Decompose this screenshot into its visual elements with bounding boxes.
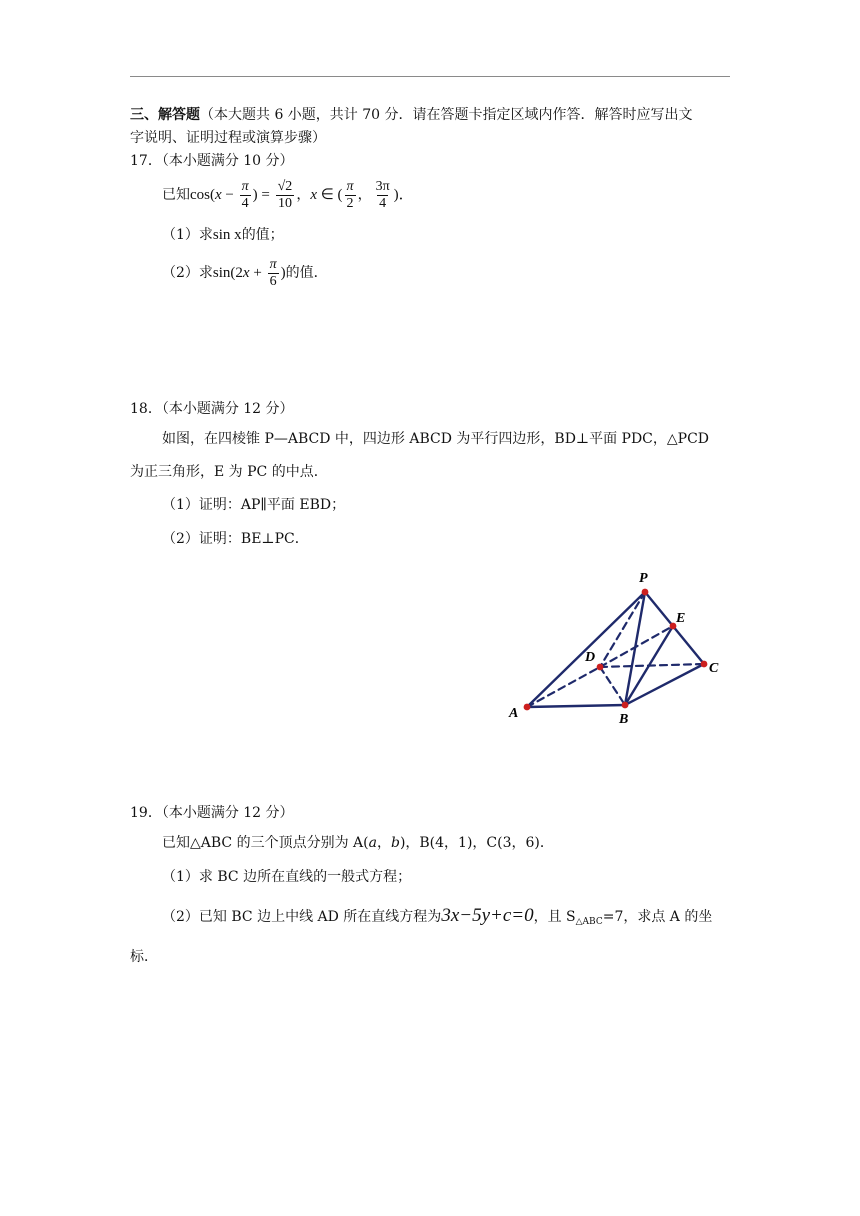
q17-minus: − xyxy=(221,187,238,203)
q19-a: a xyxy=(368,835,377,851)
q19-part2-mid: ，且 S xyxy=(533,909,576,925)
q18-part1: （1）证明：AP∥平面 EBD； xyxy=(162,497,346,513)
q17-comma: ， xyxy=(296,187,311,203)
q17-frac-3pi-4 xyxy=(374,179,392,212)
q19-line1 xyxy=(162,834,554,852)
q17-pi2-den: 2 xyxy=(346,195,354,211)
edge-AB xyxy=(527,705,625,707)
q17-frac-pi-6 xyxy=(268,257,279,290)
q17-part2-x: x xyxy=(242,265,250,281)
q18-header: 18．（本小题满分 12 分） xyxy=(130,401,294,417)
q17-part1-tail: 的值； xyxy=(241,227,284,243)
q17-pi2-num: π xyxy=(346,178,354,194)
q17-in: ∈ ( xyxy=(316,187,343,203)
q17-part2 xyxy=(162,254,328,292)
q17-frac-pi-2 xyxy=(345,179,356,212)
q19-line1-prefix: 已知△ABC 的三个顶点分别为 A( xyxy=(162,835,369,851)
q19-part1: （1）求 BC 边所在直线的一般式方程； xyxy=(162,869,412,885)
q17-given-prefix: 已知 xyxy=(162,187,190,203)
q19-part2-prefix: （2）已知 BC 边上中线 AD 所在直线方程为 xyxy=(162,909,442,925)
q19-sep: ， xyxy=(376,835,391,851)
edge-DE xyxy=(600,626,673,667)
q17-close-eq: ) = xyxy=(252,187,274,203)
q17-3pi-den: 4 xyxy=(379,195,387,211)
q17-end: )． xyxy=(393,187,414,203)
section-intro xyxy=(130,106,693,124)
label-D: D xyxy=(585,650,596,665)
q17-part1-label: （1）求 xyxy=(162,227,213,243)
point-P xyxy=(642,589,649,596)
label-A: A xyxy=(509,706,519,721)
q19-subscript: △ABC xyxy=(575,917,603,927)
q17-part2-tail: 的值． xyxy=(285,265,328,281)
q17-sqrt2: √2 xyxy=(277,178,293,194)
q18-part2: （2）证明：BE⊥PC． xyxy=(162,531,309,547)
point-D xyxy=(597,664,604,671)
point-A xyxy=(524,704,531,711)
q19-part2-suffix: =7，求点 A 的坐 xyxy=(602,909,713,925)
q19-header: 19．（本小题满分 12 分） xyxy=(130,805,294,821)
q19-line1-suffix: )，B(4，1)，C(3，6)． xyxy=(399,835,554,851)
section-intro-line2: 字说明、证明过程或演算步骤） xyxy=(130,130,326,146)
label-E: E xyxy=(676,611,686,626)
q17-frac-den: 4 xyxy=(241,195,249,211)
section-heading: 三、解答题 xyxy=(130,107,200,123)
pyramid-figure xyxy=(500,565,740,730)
q17-x2: x xyxy=(310,187,317,203)
q18-line2: 为正三角形，E 为 PC 的中点． xyxy=(130,464,328,480)
q17-part1 xyxy=(162,226,284,244)
q17-ten: 10 xyxy=(277,195,292,211)
edge-DB xyxy=(600,667,625,705)
q19-part2-cont: 标． xyxy=(130,949,158,965)
point-B xyxy=(622,702,629,709)
q17-frac-pi-4 xyxy=(240,179,251,212)
q19-equation: 3x−5y+c=0 xyxy=(441,905,534,926)
q17-x: x xyxy=(215,187,222,203)
q17-part2-plus: + xyxy=(249,265,266,281)
q17-part2-close: ) xyxy=(280,265,286,281)
q17-comma2: ， xyxy=(357,187,372,203)
q17-3pi-num: 3π xyxy=(375,178,390,194)
edge-DC xyxy=(600,664,704,667)
top-divider xyxy=(130,76,730,77)
q17-pi6-num: π xyxy=(269,256,277,272)
q18-line1: 如图，在四棱锥 P—ABCD 中，四边形 ABCD 为平行四边形，BD⊥平面 PDC，△PCD xyxy=(162,431,710,447)
label-B: B xyxy=(619,712,629,727)
label-C: C xyxy=(709,661,719,676)
q17-part1-expr: sin x xyxy=(212,227,242,243)
q19-b: b xyxy=(390,835,400,851)
q17-frac-sqrt2-10 xyxy=(276,179,295,212)
section-intro-line1: （本大题共 6 小题，共计 70 分．请在答题卡指定区域内作答．解答时应写出文 xyxy=(200,107,693,123)
q17-frac-num: π xyxy=(241,178,249,194)
q17-cos: cos( xyxy=(190,187,215,203)
point-C xyxy=(701,661,708,668)
q17-part2-label: （2）求 xyxy=(162,265,213,281)
label-P: P xyxy=(639,571,648,586)
q19-part2 xyxy=(162,904,712,934)
q17-part2-func: sin(2 xyxy=(212,265,243,281)
q17-pi6-den: 6 xyxy=(269,273,277,289)
q17-given xyxy=(162,176,414,214)
q17-header: 17．（本小题满分 10 分） xyxy=(130,153,294,169)
